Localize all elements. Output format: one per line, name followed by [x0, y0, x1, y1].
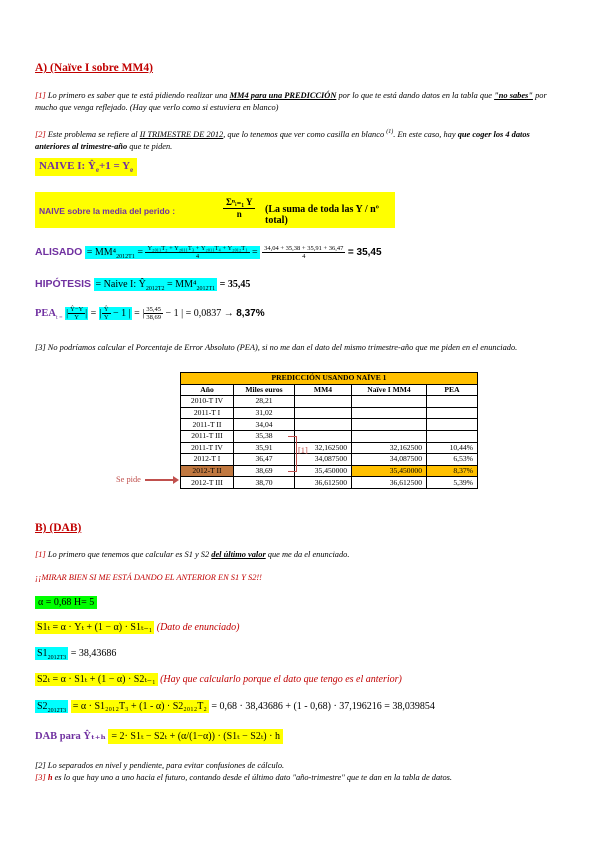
table-cell — [352, 430, 427, 442]
params: α = 0,68 H= 5 — [35, 596, 97, 609]
naive-media-frac: Σⁿᵢ₌₁ Y n — [223, 197, 255, 219]
table-row — [181, 430, 478, 442]
table-cell: 38,69 — [234, 465, 295, 477]
table-cell — [295, 407, 352, 419]
table-cell: 5,39% — [427, 477, 478, 489]
prediction-table — [180, 372, 478, 489]
table-cell: 31,02 — [234, 407, 295, 419]
table-cell — [427, 396, 478, 408]
table-row — [181, 419, 478, 431]
table-cell — [295, 430, 352, 442]
table-cell — [352, 396, 427, 408]
table-row — [181, 396, 478, 408]
note-b2: [2] Lo separados en nivel y pendiente, para evitar confusiones de cálculo. — [35, 761, 285, 770]
table-header: Naïve I MM4 — [352, 384, 427, 396]
table-row — [181, 407, 478, 419]
table-cell: 2011-T IV — [181, 442, 234, 454]
hipotesis-formula: HIPÓTESIS = Naive I: $Ŷ_{2012T2} = MM^4_{2012T1} = 35,45$ — [35, 278, 251, 292]
prediction-table-wrap — [180, 372, 478, 489]
table-cell: 35,91 — [234, 442, 295, 454]
s1-formula: S1ₜ = α · Yₜ + (1 − α) · S1ₜ₋₁ (Dato de enunciado) — [37, 622, 240, 633]
table-cell — [427, 407, 478, 419]
section-b-title: B) (DAB) — [35, 522, 82, 534]
naive-formula: NAIVE I: $Ŷ_e+1 = Y_e$ — [35, 158, 137, 176]
note-b3: [3] h es lo que hay uno a uno hacia el futuro, contando desde el último dato "año-trimestre" que te dan en la tabla de datos. — [35, 773, 453, 782]
dab-formula: DAB para Ŷₜ₊ₕ = 2· S1ₜ − S2ₜ + (α/(1−α)) · (S1ₜ − S2ₜ) · h — [35, 730, 283, 742]
table-cell: 35,38 — [234, 430, 295, 442]
table-cell: 35,450000 — [295, 465, 352, 477]
note-b1: [1] Lo primero que tenemos que calcular es S1 y S2 del último valor que me da el enunciado. — [35, 550, 350, 559]
table-cell: 36,612500 — [295, 477, 352, 489]
bracket — [288, 436, 297, 472]
table-row — [181, 477, 478, 489]
pea-formula: $PEA_{t =}$ | $\frac{Ŷ-Y}{Y}$ | = | $\frac{Ŷ}{Y}$ − 1 | = | $\frac{35,45}{38,69}$ − 1 | = 0,0837 → 8,37% — [35, 306, 265, 321]
table-cell — [352, 407, 427, 419]
table-cell: 34,087500 — [352, 454, 427, 466]
note-a2: [2] Este problema se refiere al II TRIMESTRE DE 2012, que lo tenemos que ver como casilla en blanco $^{(1)}$. En este caso, hay que coger los 4 datos anteriores al trimestre-año que te piden. — [35, 129, 530, 151]
alisado-formula: ALISADO = $MM^4_{2012T1}$ = $\frac{\text{Y₂₀₁₁T₂ + Y₂₀₁₁T₃ + Y₂₀₁₁T₄ + Y₂₀₁₂T₁}}{4}$ = $\frac{34,04 + 35,38 + 35,91 + 36,47}{4}$ = 35,45 — [35, 245, 382, 260]
table-cell — [427, 430, 478, 442]
note-a1: [1] Lo primero es saber que te está pidiendo realizar una MM4 para una PREDICCIÓN por lo que te está dando datos en la tabla que "no sabes" por mucho que venga reflejado. (Hay que verlo como si estuviera en blanco) — [35, 91, 547, 112]
table-header: Miles euros — [234, 384, 295, 396]
s2-calc: $S2_{2012T3} = \alpha \cdot S1_{2012}T_3 + (1 - \alpha) \cdot S2_{2012}T_2 = 0,68 \cdot 38,43686 + (1 - 0,68) \cdot 37,196216 = 38,039854$ — [37, 701, 435, 714]
table-cell: 32,162500 — [295, 442, 352, 454]
table-cell: 6,53% — [427, 454, 478, 466]
table-row — [181, 454, 478, 466]
se-pide-label: Se pide — [116, 474, 179, 486]
table-header: MM4 — [295, 384, 352, 396]
naive-media-note: (La suma de toda las Y / nº total) — [265, 204, 379, 226]
table-cell: 36,612500 — [352, 477, 427, 489]
table-cell: 36,47 — [234, 454, 295, 466]
table-header: Año — [181, 384, 234, 396]
table-cell: 2012-T II — [181, 465, 234, 477]
table-cell: 2011-T II — [181, 419, 234, 431]
table-cell: 38,70 — [234, 477, 295, 489]
table-cell — [352, 419, 427, 431]
bracket-label: [1] — [298, 446, 308, 455]
section-a-title: A) (Naïve I sobre MM4) — [35, 62, 153, 74]
table-header: PEA — [427, 384, 478, 396]
table-cell — [295, 396, 352, 408]
naive-media-label: NAIVE sobre la media del perido : — [39, 206, 176, 216]
table-cell: 2011-T III — [181, 430, 234, 442]
table-cell — [295, 419, 352, 431]
table-cell: 8,37% — [427, 465, 478, 477]
table-row — [181, 442, 478, 454]
table-title: PREDICCIÓN USANDO NAÏVE 1 — [181, 373, 478, 385]
table-cell: 2011-T I — [181, 407, 234, 419]
table-cell: 28,21 — [234, 396, 295, 408]
table-cell: 34,04 — [234, 419, 295, 431]
table-row — [181, 465, 478, 477]
table-cell: 35,450000 — [352, 465, 427, 477]
table-cell: 2012-T I — [181, 454, 234, 466]
table-cell: 32,162500 — [352, 442, 427, 454]
table-cell: 2012-T III — [181, 477, 234, 489]
s1-value: $S1_{2012T3} = 38,43686$ — [37, 648, 117, 661]
table-cell: 10,44% — [427, 442, 478, 454]
arrow-right-icon — [173, 476, 179, 484]
s2-formula: S2ₜ = α · S1ₜ + (1 − α) · S2ₜ₋₁ (Hay que calcularlo porque el dato que tengo es el anterior) — [37, 674, 402, 685]
warning: ¡¡MIRAR BIEN SI ME ESTÁ DANDO EL ANTERIOR EN S1 Y S2!! — [35, 573, 262, 582]
note-a3: [3] No podríamos calcular el Porcentaje de Error Absoluto (PEA), si no me dan el dato del mismo trimestre-año que me piden en el enunciado. — [35, 343, 518, 352]
table-cell — [427, 419, 478, 431]
table-cell: 2010-T IV — [181, 396, 234, 408]
naive-media-box — [35, 192, 395, 228]
table-cell: 34,087500 — [295, 454, 352, 466]
